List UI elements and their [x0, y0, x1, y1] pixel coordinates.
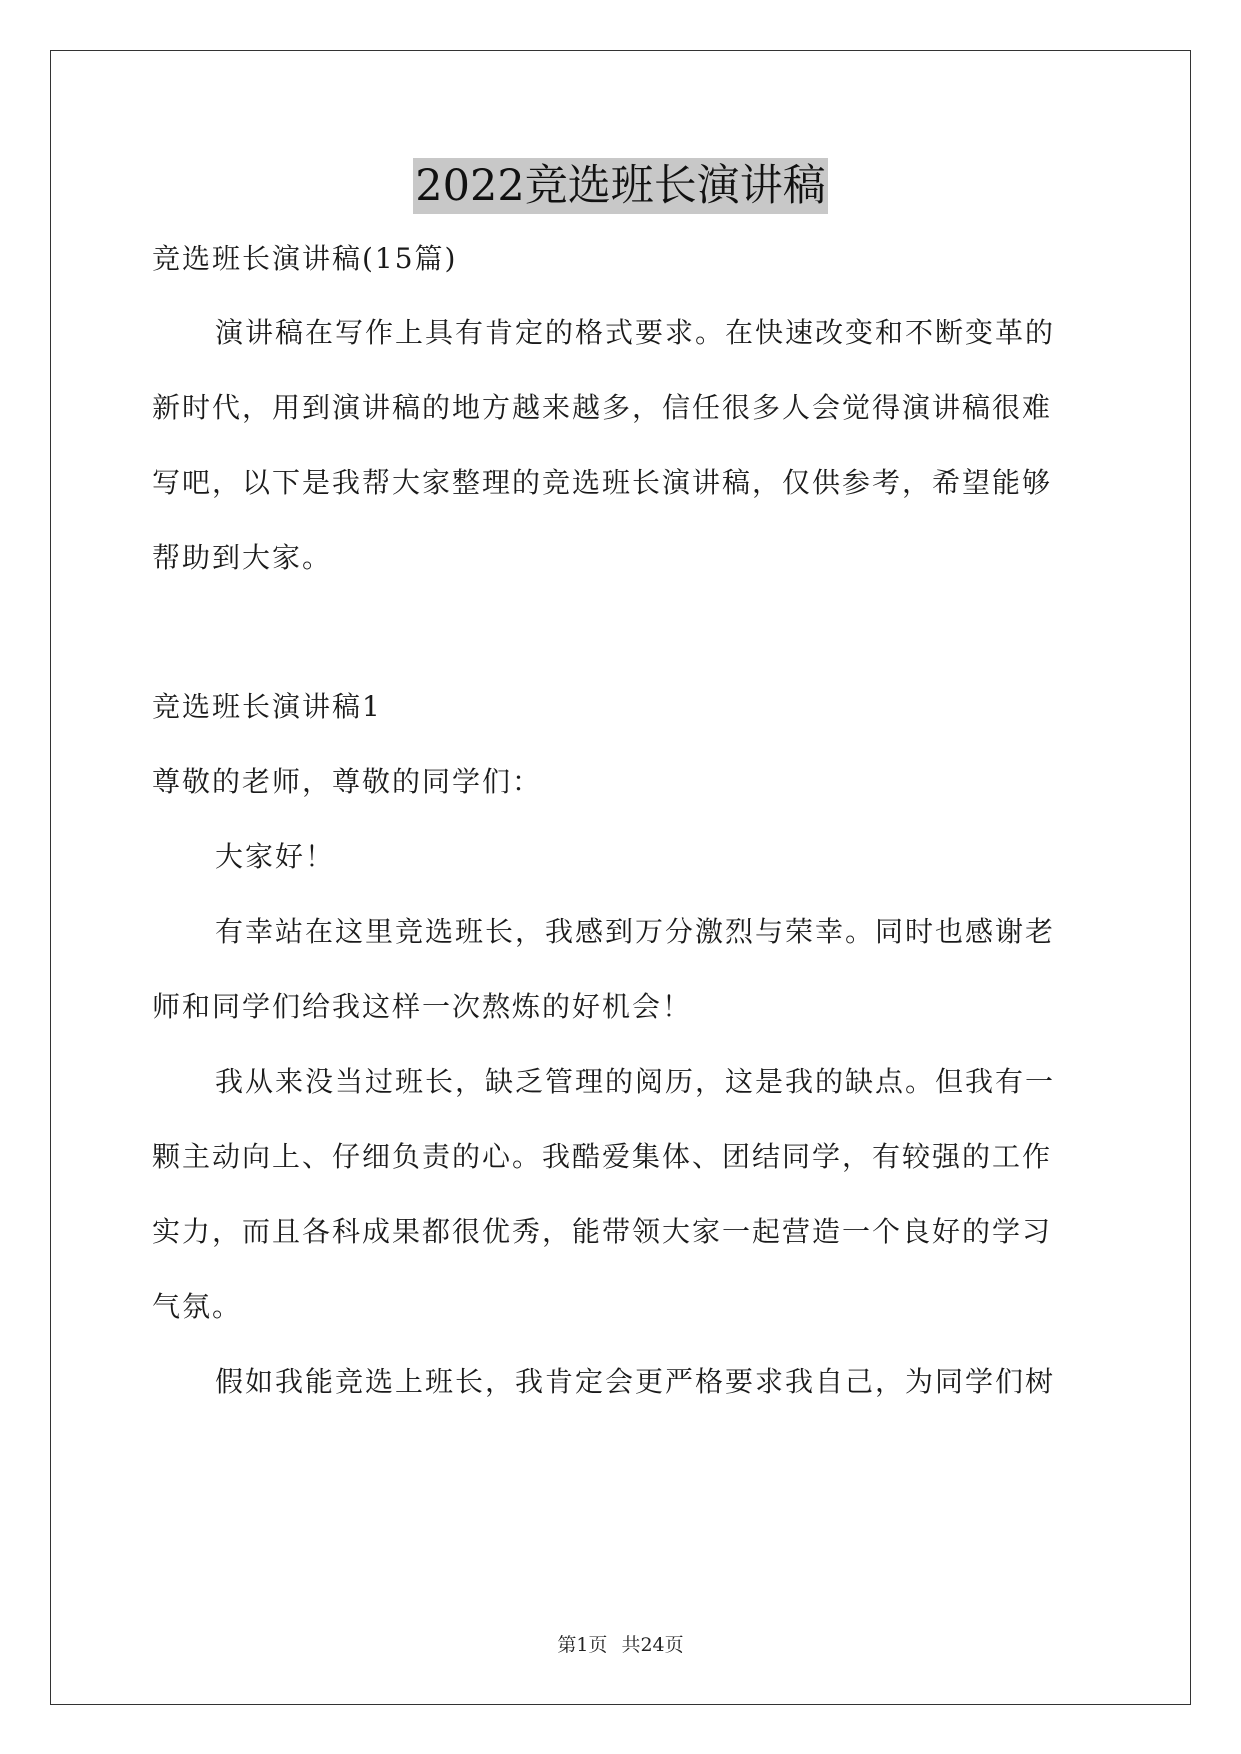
section-heading: 竞选班长演讲稿1 — [152, 690, 382, 723]
page-footer — [0, 1632, 1241, 1658]
paragraph-line: 师和同学们给我这样一次熬炼的好机会！ — [152, 990, 693, 1023]
salutation-line: 尊敬的老师，尊敬的同学们： — [152, 765, 543, 798]
paragraph-line: 帮助到大家。 — [152, 541, 333, 574]
greeting-line: 大家好！ — [215, 840, 336, 873]
page-total: 共24页 — [621, 1634, 684, 1656]
paragraph-line: 颗主动向上、仔细负责的心。我酷爱集体、团结同学，有较强的工作 — [152, 1140, 1053, 1173]
paragraph-line: 假如我能竞选上班长，我肯定会更严格要求我自己，为同学们树 — [215, 1365, 1056, 1398]
paragraph-line: 气氛。 — [152, 1290, 243, 1323]
page-number: 第1页 — [557, 1634, 608, 1656]
document-title: 2022竞选班长演讲稿 — [413, 158, 827, 214]
title-container — [0, 158, 1241, 214]
paragraph-line: 写吧，以下是我帮大家整理的竞选班长演讲稿，仅供参考，希望能够 — [152, 466, 1053, 499]
paragraph-line: 演讲稿在写作上具有肯定的格式要求。在快速改变和不断变革的 — [215, 316, 1056, 349]
page-border — [50, 50, 1191, 1705]
paragraph-line: 新时代，用到演讲稿的地方越来越多，信任很多人会觉得演讲稿很难 — [152, 391, 1053, 424]
paragraph-line: 实力，而且各科成果都很优秀，能带领大家一起营造一个良好的学习 — [152, 1215, 1053, 1248]
paragraph-line: 有幸站在这里竞选班长，我感到万分激烈与荣幸。同时也感谢老 — [215, 915, 1056, 948]
subtitle-line: 竞选班长演讲稿(15篇) — [152, 242, 458, 275]
paragraph-line: 我从来没当过班长，缺乏管理的阅历，这是我的缺点。但我有一 — [215, 1065, 1056, 1098]
